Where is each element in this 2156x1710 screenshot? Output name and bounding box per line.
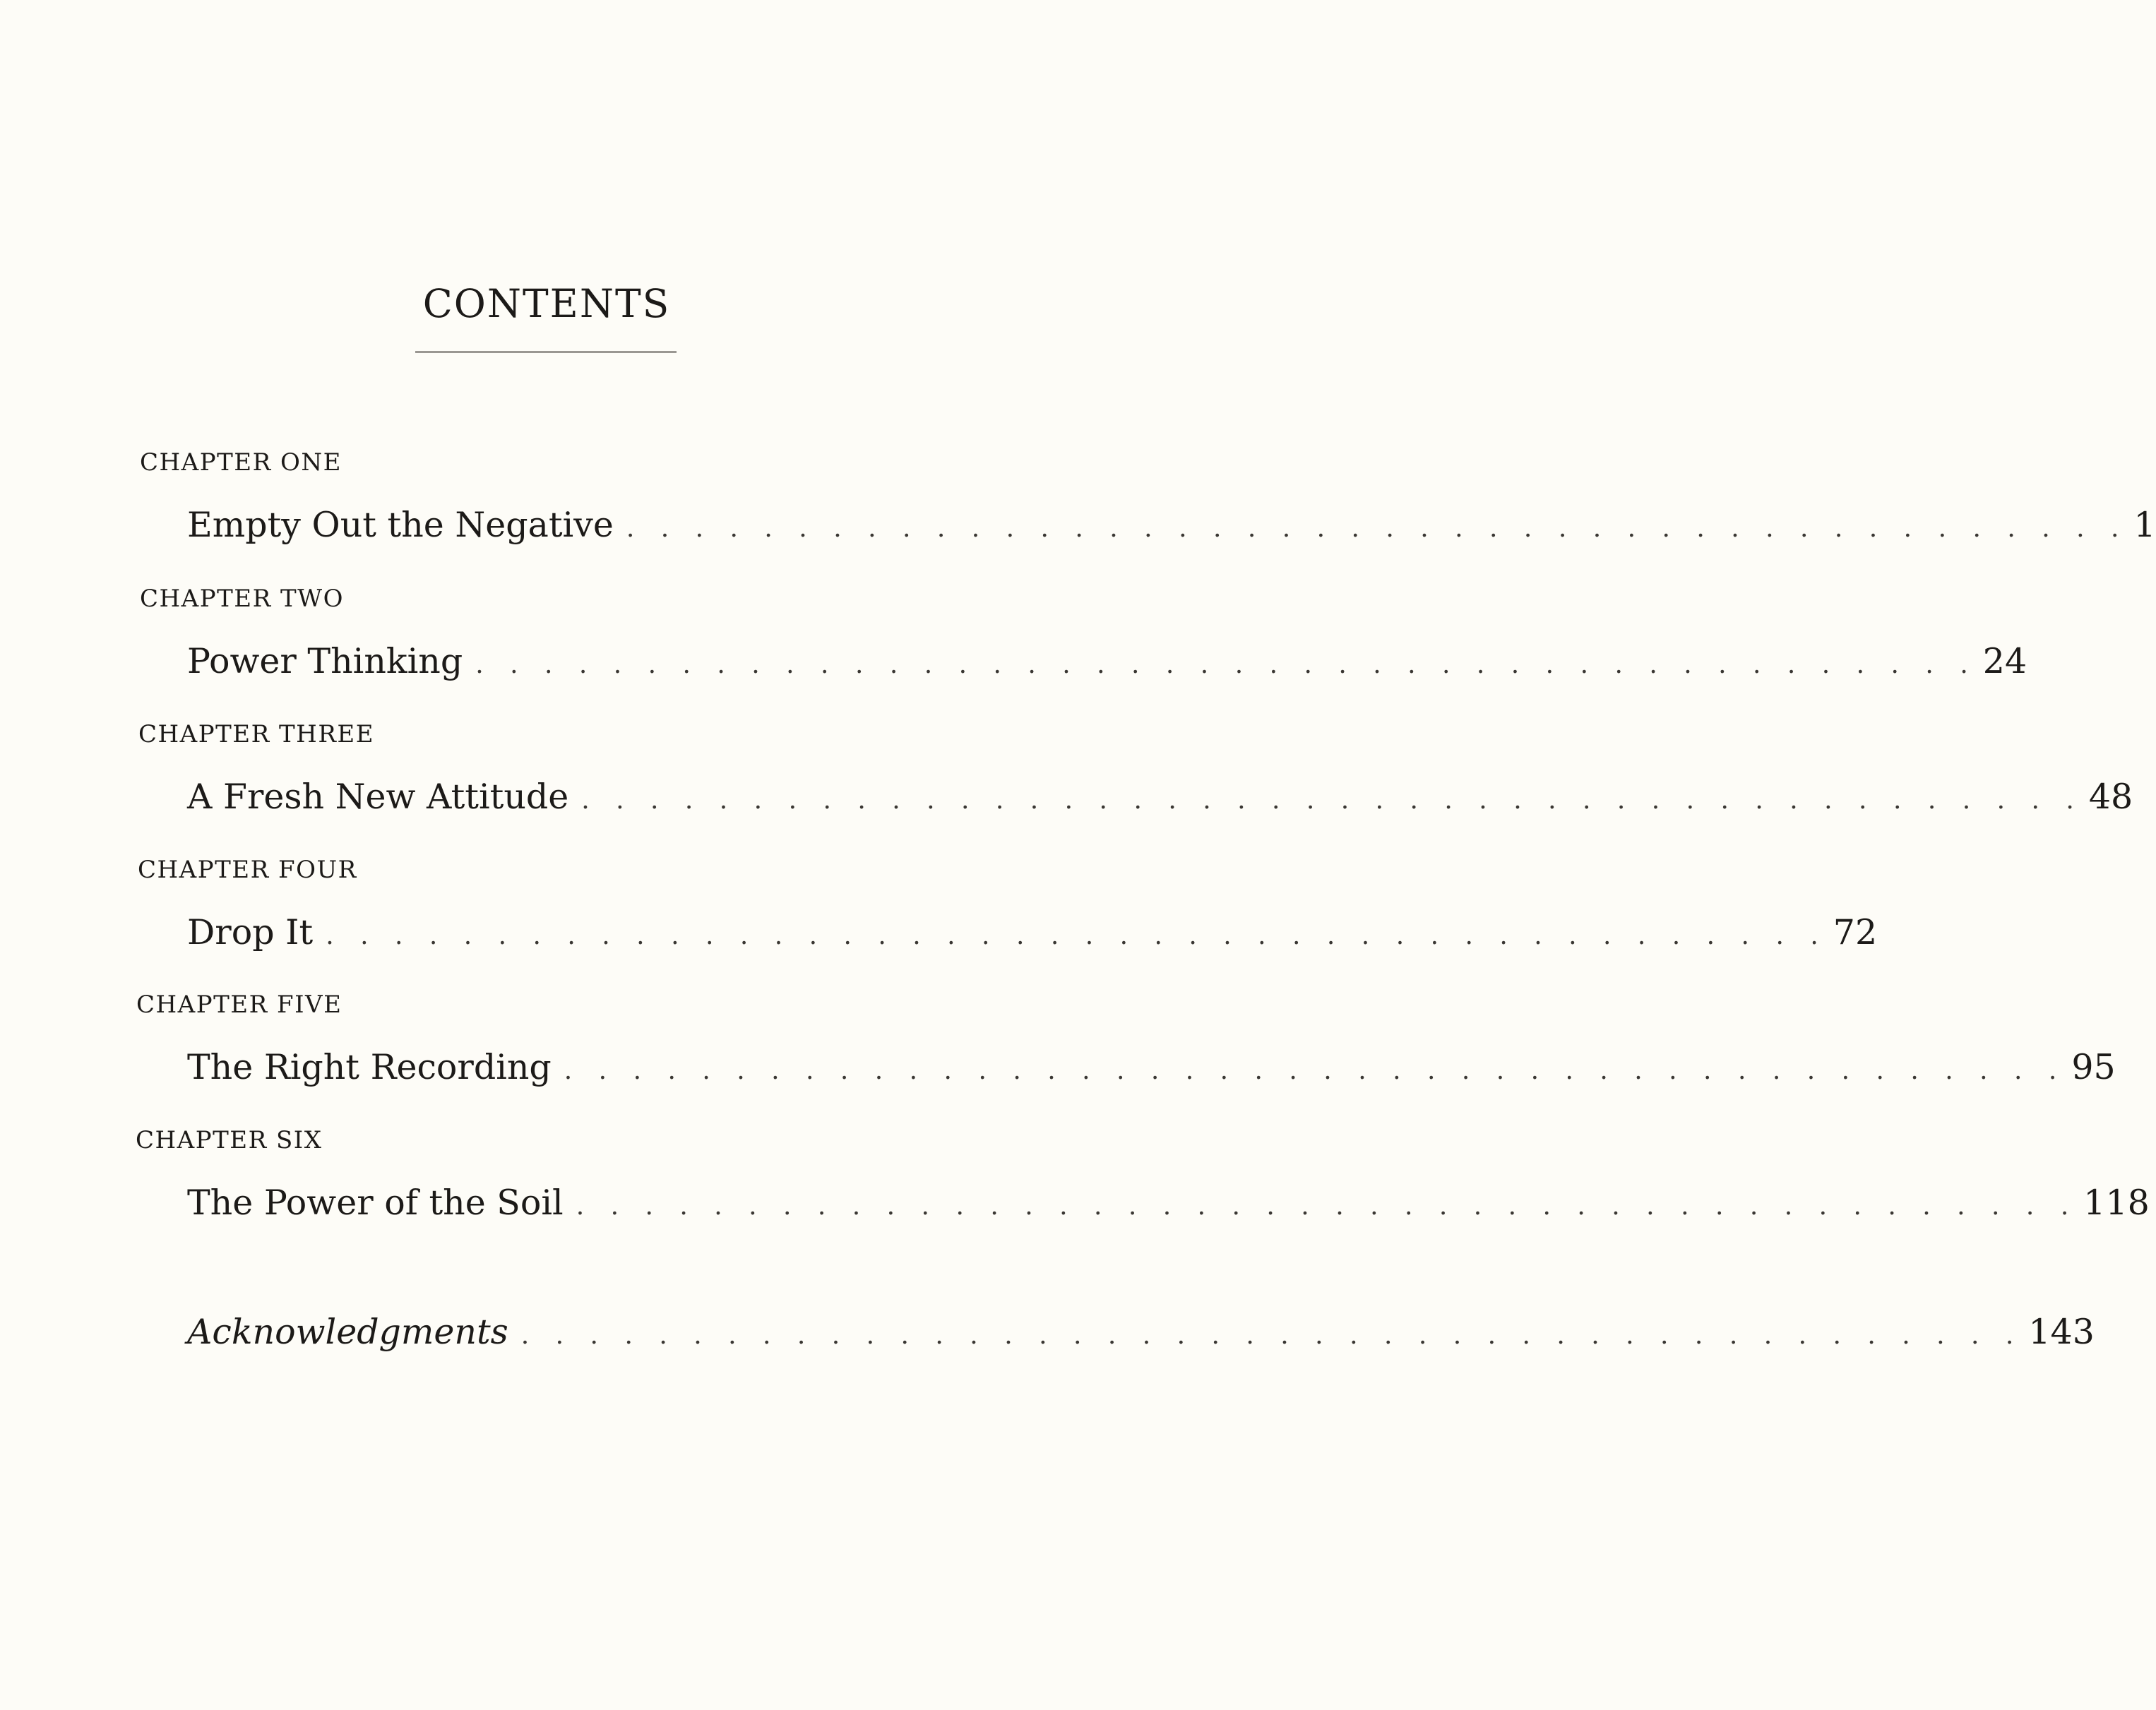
- toc-entry-chapter-six[interactable]: [187, 1183, 2150, 1228]
- toc-entry-chapter-three[interactable]: [187, 777, 2133, 822]
- dot-leader: . . . . . . . . . . . . . . . . . . . . . . . . . . . . . . . . . . . . . . . . . . . .: [475, 650, 1977, 679]
- toc-entry-chapter-two[interactable]: [187, 641, 2027, 686]
- toc-entry-page-number: 24: [1982, 641, 2027, 681]
- toc-entry-page-number: 48: [2088, 777, 2133, 817]
- toc-entry-title: Drop It: [187, 912, 314, 952]
- toc-entry-page-number: 72: [1833, 912, 1878, 952]
- title-divider: [415, 351, 677, 353]
- toc-entry-title: Empty Out the Negative: [187, 505, 614, 545]
- toc-entry-title: The Right Recording: [187, 1047, 552, 1087]
- toc-entry-chapter-four[interactable]: [187, 912, 1878, 957]
- toc-entry-page-number: 143: [2028, 1312, 2095, 1352]
- chapter-one-label: CHAPTER ONE: [140, 448, 342, 477]
- toc-entry-chapter-five[interactable]: [187, 1047, 2116, 1092]
- toc-entry-chapter-one[interactable]: [187, 505, 2156, 550]
- toc-entry-acknowledgments[interactable]: [187, 1312, 2095, 1357]
- dot-leader: . . . . . . . . . . . . . . . . . . . . . . . . . . . . . . . . . . . . . . . . . . . .: [626, 514, 2128, 543]
- chapter-three-label: CHAPTER THREE: [138, 720, 375, 748]
- page-title: CONTENTS: [422, 281, 671, 326]
- dot-leader: . . . . . . . . . . . . . . . . . . . . . . . . . . . . . . . . . . . . . . . . . . . .: [564, 1056, 2066, 1085]
- toc-entry-title: Power Thinking: [187, 641, 463, 681]
- toc-entry-page-number: 95: [2071, 1047, 2116, 1087]
- dot-leader: . . . . . . . . . . . . . . . . . . . . . . . . . . . . . . . . . . . . . . . . . . . .: [576, 1192, 2078, 1221]
- dot-leader: . . . . . . . . . . . . . . . . . . . . . . . . . . . . . . . . . . . . . . . . . . . .: [581, 786, 2083, 815]
- dot-leader: . . . . . . . . . . . . . . . . . . . . . . . . . . . . . . . . . . . . . . . . . . . .: [326, 921, 1828, 950]
- toc-entry-title: The Power of the Soil: [187, 1183, 564, 1223]
- toc-entry-page-number: 118: [2083, 1183, 2150, 1223]
- chapter-six-label: CHAPTER SIX: [136, 1126, 323, 1154]
- toc-entry-page-number: 1: [2133, 505, 2156, 545]
- dot-leader: . . . . . . . . . . . . . . . . . . . . . . . . . . . . . . . . . . . . . . . . . . . .: [520, 1321, 2023, 1350]
- toc-entry-title: A Fresh New Attitude: [187, 777, 569, 817]
- chapter-four-label: CHAPTER FOUR: [138, 856, 357, 884]
- toc-entry-title: Acknowledgments: [187, 1312, 508, 1352]
- chapter-five-label: CHAPTER FIVE: [136, 991, 343, 1019]
- chapter-two-label: CHAPTER TWO: [140, 585, 344, 613]
